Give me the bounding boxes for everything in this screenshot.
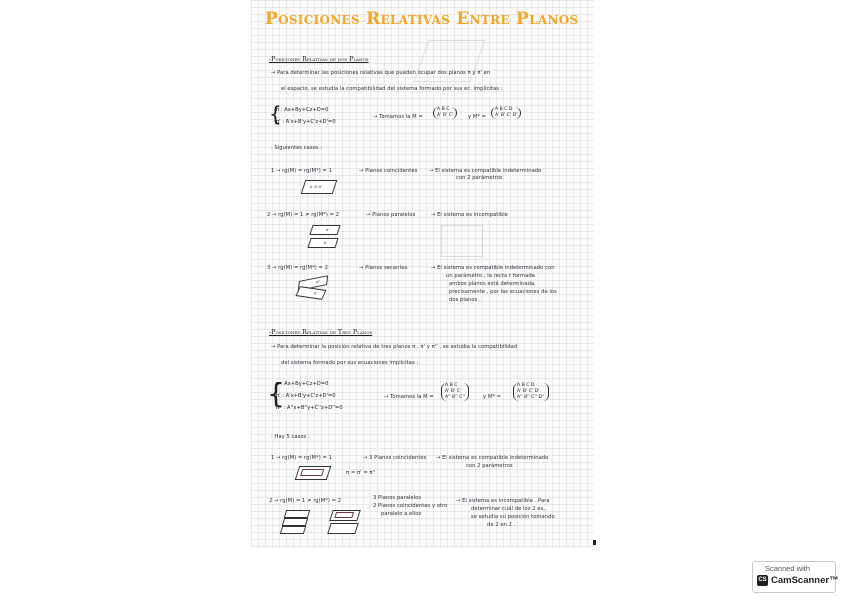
equation: π'' : A''x+B''y+C''z+D''=0 (276, 405, 343, 411)
icon-label: π ≡ π' (309, 184, 324, 189)
parallel-plane-icon (307, 238, 338, 248)
parallel-plane-icon (282, 518, 309, 526)
case-condition: 3 → rg(M) = rg(M*) = 2 (267, 265, 328, 271)
case-result: → Planos paralelos (366, 212, 416, 218)
list-label: · Hay 5 casos : (271, 434, 310, 440)
plane-outline (300, 469, 324, 476)
parallel-plane-icon (280, 526, 307, 534)
icon-caption: π = π' = π'' (346, 470, 376, 476)
case-result: → Planos coincidentes (359, 168, 418, 174)
intro-line: el espacio, se estudia la compatibilidad del sistema formado por sus ec. implícitas : (281, 86, 503, 92)
matrix-row: A B C (445, 383, 458, 388)
coincident-planes-icon (301, 180, 338, 194)
plane-outline (334, 512, 354, 518)
matrix (441, 383, 469, 401)
case-note: ambos planos está determinada, (449, 281, 536, 287)
icon-label: π (323, 240, 328, 245)
label: → Tomamos la M = (373, 114, 423, 120)
matrix (513, 383, 549, 401)
notebook-page (251, 0, 594, 548)
case-note: → El sistema es compatible indeterminado (429, 168, 542, 174)
matrix-row: A B C (437, 107, 450, 112)
case-note: se estudia su posición tomando (471, 514, 555, 520)
list-label: · Siguientes casos : (271, 145, 323, 151)
matrix (491, 107, 521, 119)
coincident-plane-icon (329, 510, 361, 521)
parallel-plane-icon (284, 510, 311, 518)
case-result: → Planos secantes (359, 265, 408, 271)
case-condition: 2 → rg(M) = 1 ≠ rg(M*) = 2 (267, 212, 340, 218)
matrix-row: A' B' C' (437, 113, 454, 118)
case-note: → El sistema es compatible indeterminado (436, 455, 549, 461)
case-result: paralelo a ellos (381, 511, 422, 517)
intro-line: del sistema formado por sus ecuaciones implícitas : (281, 360, 419, 366)
bleedthrough-shape (441, 225, 483, 257)
case-note: con 2 parámetros (456, 175, 503, 181)
intro-line: → Para determinar la posición relativa de tres planos π , π' y π'' , se estudia la compatibilidad (271, 344, 518, 350)
label: y M* = (483, 394, 502, 400)
parallel-plane-icon (327, 523, 359, 534)
label: → Tomamos la M = (384, 394, 434, 400)
equation: π : Ax+By+Cz+D=0 (276, 381, 329, 387)
case-note: → El sistema es incompatible . Para (456, 498, 550, 504)
matrix-row: A' B' C' (445, 389, 462, 394)
equation: π : Ax+By+Cz+D=0 (276, 107, 329, 113)
case-note: con 2 parámetros (466, 463, 513, 469)
camscanner-badge (752, 561, 839, 593)
badge-caption: Scanned with (765, 564, 811, 573)
case-note: dos planos . (449, 297, 481, 303)
matrix-row: A'' B'' C'' (445, 395, 465, 400)
equation: π' : A'x+B'y+C'z+D'=0 (276, 393, 336, 399)
matrix-row: A B C D (495, 107, 513, 112)
case-note: precisamente , por las ecuaciones de los (449, 289, 557, 295)
matrix-row: A' B' C' D' (495, 113, 518, 118)
case-result: → 3 Planos coincidentes (363, 455, 427, 461)
case-note: → El sistema es incompatible (431, 212, 508, 218)
case-note: de 2 en 2 . (487, 522, 516, 528)
matrix-row: A' B' C' D' (517, 389, 540, 394)
parallel-plane-icon (309, 225, 340, 235)
case-note: un parámetro ; la recta r formada (446, 273, 535, 279)
secant-plane-icon (295, 286, 326, 300)
icon-label: π (312, 290, 318, 296)
brace: { (267, 377, 285, 410)
brace: { (269, 102, 282, 126)
badge-brand: CamScanner™ (771, 575, 839, 586)
case-note: → El sistema es compatible indeterminado con (431, 265, 555, 271)
icon-label: π' (315, 278, 321, 285)
matrix (433, 107, 457, 119)
case-condition: 1 → rg(M) = rg(M*) = 1 (271, 455, 332, 461)
page-title: Posiciones Relativas Entre Planos (265, 9, 579, 29)
intro-line: → Para determinar las posiciones relativas que pueden ocupar dos planos π y π' en (271, 70, 491, 76)
case-condition: 2 → rg(M) = 1 ≠ rg(M*) = 2 (269, 498, 342, 504)
section-heading: -Posiciones Relativas de Tres Planos (269, 328, 373, 336)
icon-label: π' (325, 227, 331, 232)
case-condition: 1 → rg(M) = rg(M*) = 1 (271, 168, 332, 174)
equation: π' : A'x+B'y+C'z+D'=0 (276, 119, 336, 125)
case-result: 2 Planos coincidentes y otro (373, 503, 448, 509)
coincident-planes-icon (295, 466, 332, 480)
case-note: determinar cuál de los 2 es, (471, 506, 545, 512)
camscanner-logo-icon: CS (757, 575, 768, 586)
section-heading: -Posiciones Relativas de dos Planos (269, 55, 369, 63)
scan-mark (593, 540, 596, 545)
matrix-row: A B C D (517, 383, 535, 388)
label: y M* = (468, 114, 487, 120)
matrix-row: A'' B'' C'' D'' (517, 395, 545, 400)
case-result: 3 Planos paralelos (373, 495, 422, 501)
